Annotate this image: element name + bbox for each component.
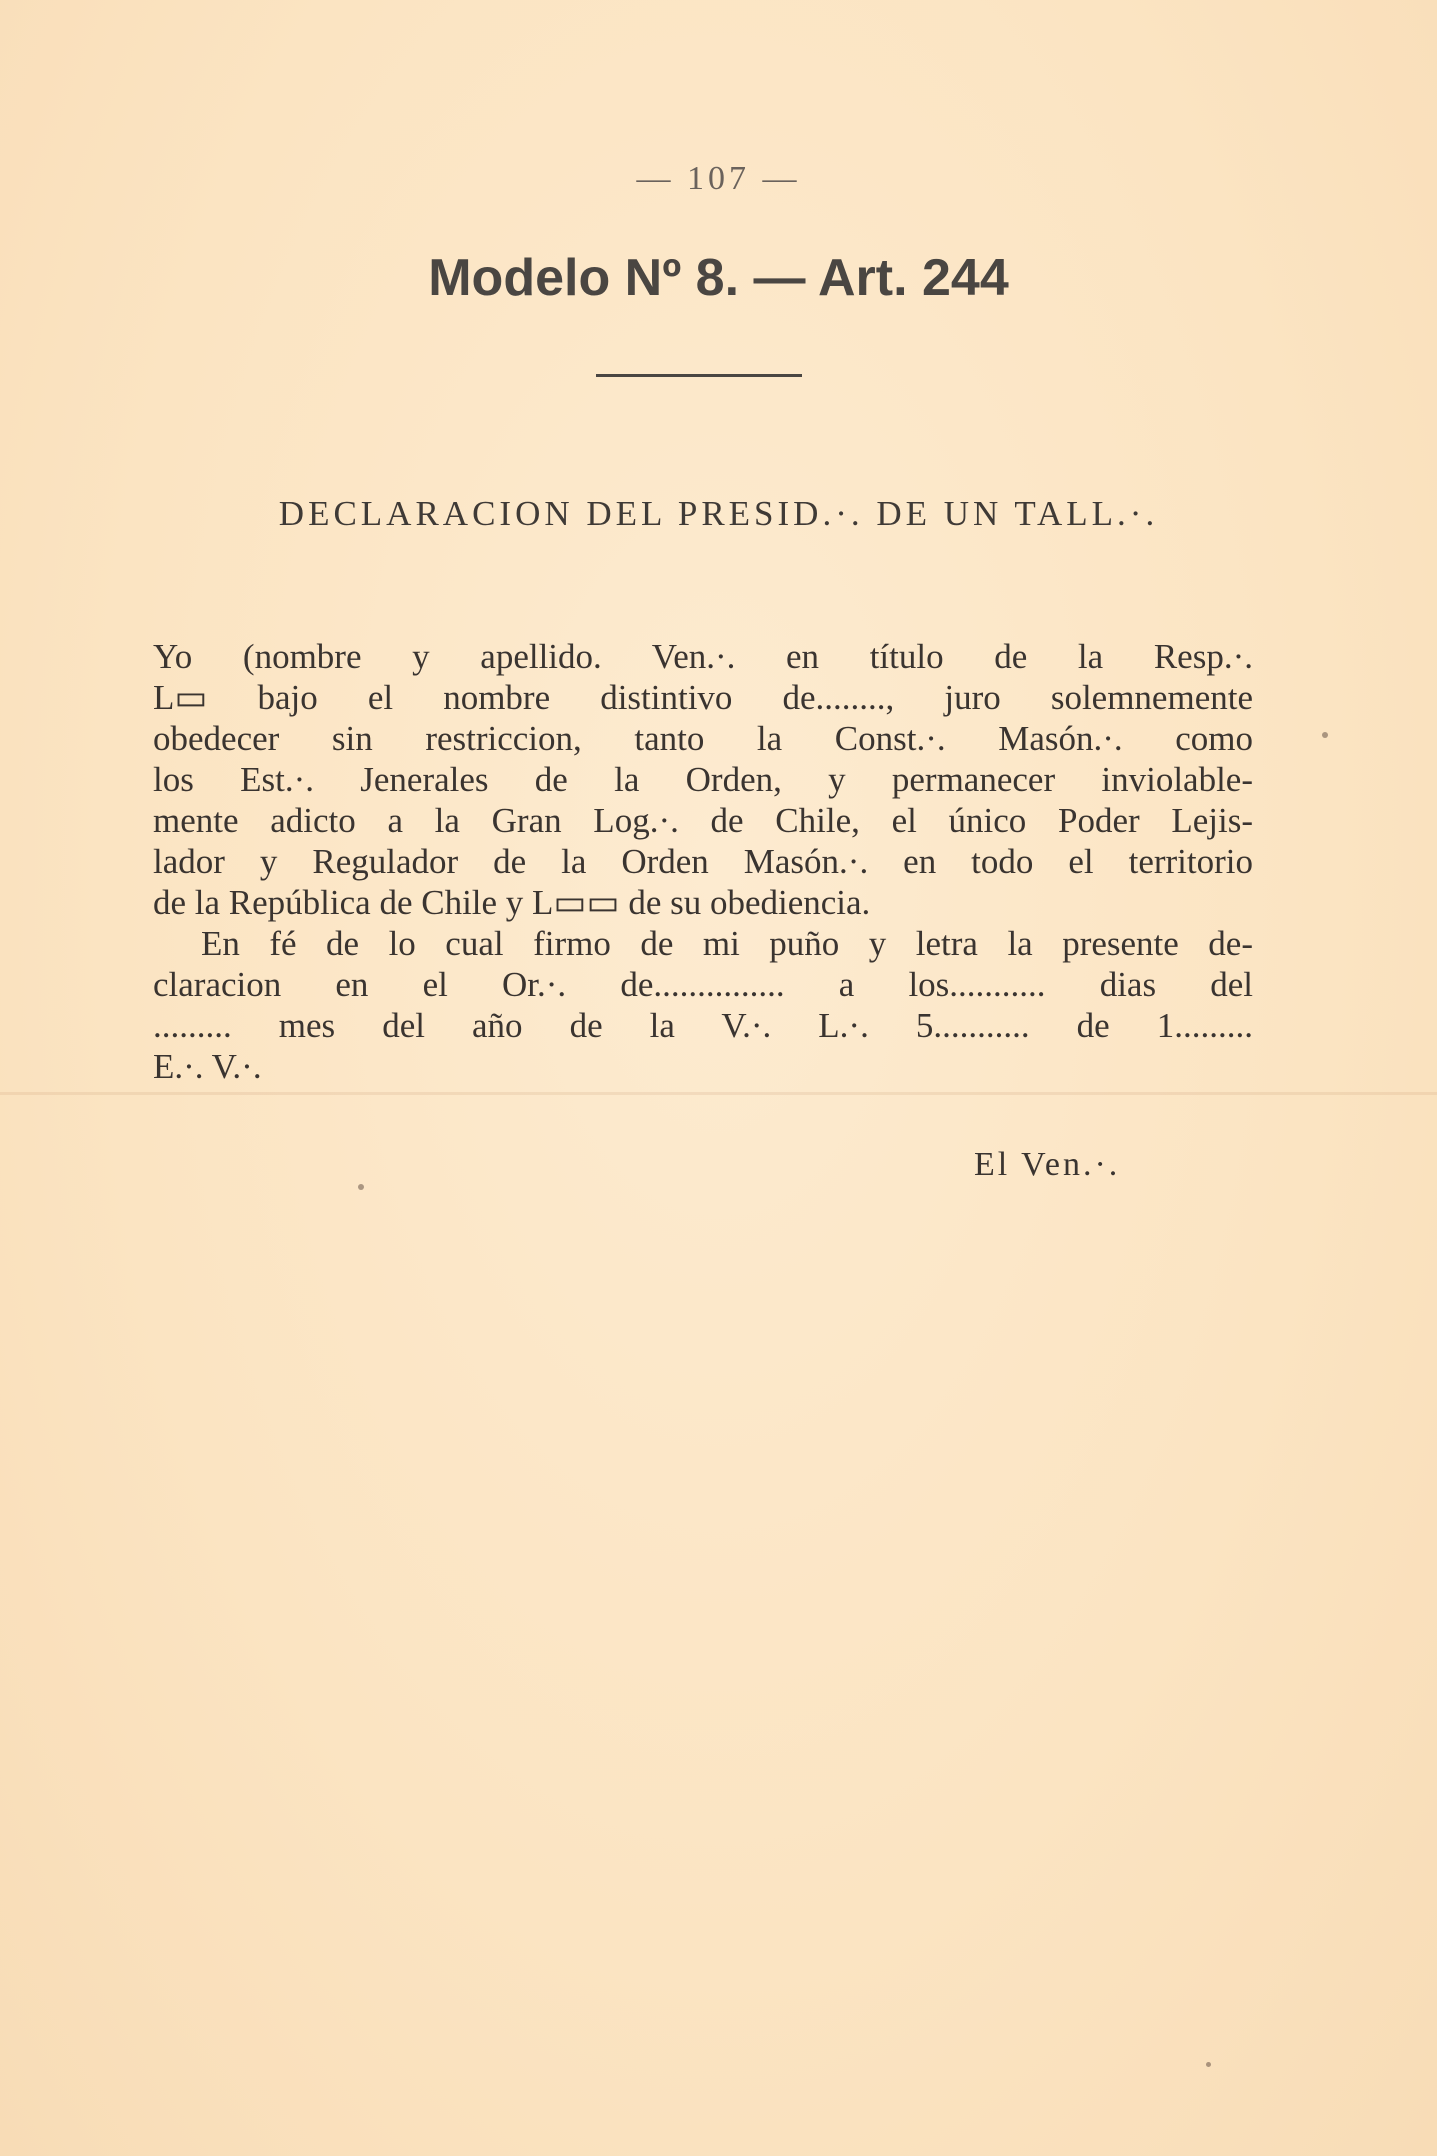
section-heading: DECLARACION DEL PRESID.·. DE UN TALL.·. [278,494,1159,533]
declaration-body [153,636,1253,1087]
page-number: — 107 — [636,160,801,197]
document-title: Modelo Nº 8. — Art. 244 [428,249,1009,307]
body-line: mente adicto a la Gran Log.·. de Chile, el único Poder Lejis- [153,801,1253,840]
page-fold-line [0,1092,1437,1095]
title-divider [596,374,802,377]
body-line: En fé de lo cual firmo de mi puño y letra la presente de- [201,924,1253,963]
body-line: ......... mes del año de la V.·. L.·. 5........... de 1......... [153,1006,1253,1045]
body-line: lador y Regulador de la Orden Masón.·. en todo el territorio [153,842,1253,881]
body-line: L▭ bajo el nombre distintivo de........, juro solemnemente [153,678,1253,717]
body-line: claracion en el Or.·. de............... a los........... dias del [153,965,1253,1004]
body-line: los Est.·. Jenerales de la Orden, y permanecer inviolable- [153,760,1253,799]
paper-speck [1322,732,1328,738]
body-line: E.·. V.·. [153,1047,262,1086]
body-line: de la República de Chile y L▭▭ de su obediencia. [153,883,871,922]
signature-label: El Ven.·. [974,1146,1121,1183]
paper-speck [358,1184,364,1190]
body-line: obedecer sin restriccion, tanto la Const.·. Masón.·. como [153,719,1253,758]
paper-speck [1206,2062,1211,2067]
body-line: Yo (nombre y apellido. Ven.·. en título de la Resp.·. [153,637,1253,676]
